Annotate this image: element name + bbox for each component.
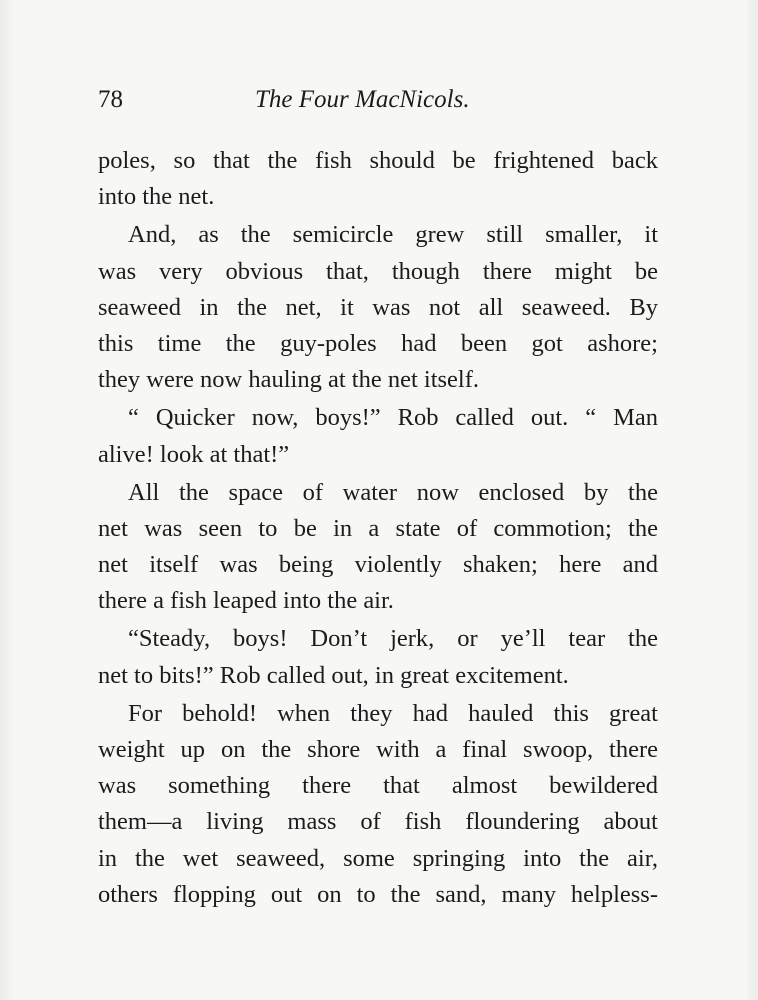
text-line: this time the guy-poles had been got ashore; bbox=[98, 329, 658, 357]
text-line: net to bits!” Rob called out, in great excitement. bbox=[98, 661, 569, 689]
text-line: weight up on the shore with a final swoop, there bbox=[98, 736, 658, 763]
text-line: poles, so that the fish should be frightened back bbox=[98, 147, 658, 174]
text-line: And, as the semicircle grew still smaller, it bbox=[128, 221, 658, 249]
text-line: in the wet seaweed, some springing into the air, bbox=[98, 844, 658, 872]
text-line: alive! look at that!” bbox=[98, 440, 290, 468]
text-line: All the space of water now enclosed by the bbox=[128, 478, 658, 506]
paragraph-4 bbox=[98, 475, 658, 620]
text-line: others flopping out on to the sand, many helpless- bbox=[98, 880, 658, 908]
text-line: there a fish leaped into the air. bbox=[98, 587, 394, 615]
page-number: 78 bbox=[98, 86, 123, 113]
page-left-edge-shadow bbox=[0, 0, 14, 1000]
text-line: they were now hauling at the net itself. bbox=[98, 366, 479, 394]
text-line: net itself was being violently shaken; here and bbox=[98, 551, 658, 579]
text-line: was very obvious that, though there might be bbox=[98, 257, 658, 285]
paragraph-2 bbox=[98, 217, 658, 398]
body-text bbox=[98, 143, 658, 915]
text-line: them—a living mass of fish floundering about bbox=[98, 808, 658, 836]
text-line: For behold! when they had hauled this great bbox=[128, 699, 658, 727]
text-line: “ Quicker now, boys!” Rob called out. “ Man bbox=[128, 404, 658, 432]
paragraph-3 bbox=[98, 400, 658, 472]
book-title: The Four MacNicols. bbox=[255, 86, 470, 113]
page-right-edge-shadow bbox=[744, 0, 758, 1000]
text-line: net was seen to be in a state of commotion; the bbox=[98, 514, 658, 542]
text-line: “Steady, boys! Don’t jerk, or ye’ll tear the bbox=[128, 625, 658, 653]
paragraph-5 bbox=[98, 621, 658, 693]
text-line: seaweed in the net, it was not all seaweed. By bbox=[98, 293, 658, 321]
paragraph-1 bbox=[98, 143, 658, 215]
paragraph-6 bbox=[98, 696, 658, 913]
text-line: was something there that almost bewildered bbox=[98, 772, 658, 800]
running-head bbox=[98, 86, 658, 122]
text-line: into the net. bbox=[98, 183, 215, 211]
